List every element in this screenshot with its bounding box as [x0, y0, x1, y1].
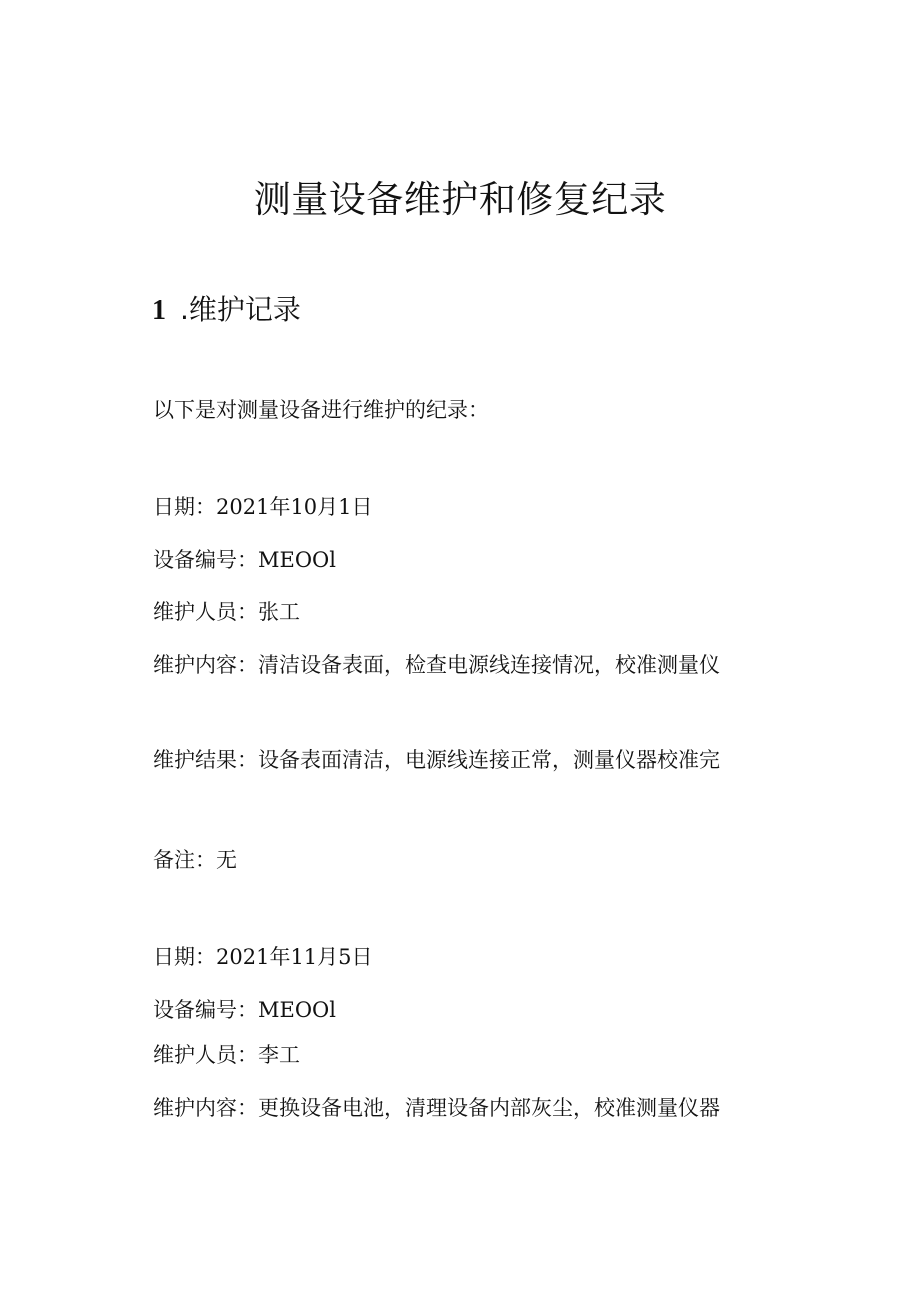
intro-text: 以下是对测量设备进行维护的纪录： — [153, 398, 489, 422]
record-personnel: 维护人员：张工 — [153, 600, 300, 624]
record-device-id: 设备编号：MEOOl — [153, 548, 336, 572]
record-content: 维护内容：清洁设备表面，检查电源线连接情况，校准测量仪 — [153, 653, 720, 677]
section-number: 1 — [152, 295, 166, 326]
record-content: 维护内容：更换设备电池，清理设备内部灰尘，校准测量仪器 — [153, 1096, 720, 1120]
section-heading — [152, 290, 301, 331]
page-title: 测量设备维护和修复纪录 — [253, 178, 667, 221]
record-device-id: 设备编号：MEOOl — [153, 998, 336, 1022]
record-result: 维护结果：设备表面清洁，电源线连接正常，测量仪器校准完 — [153, 748, 720, 772]
record-remark: 备注：无 — [153, 848, 237, 872]
record-date: 日期：2021年11月5日 — [153, 945, 373, 969]
record-date: 日期：2021年10月1日 — [153, 495, 373, 519]
section-title: .维护记录 — [180, 293, 301, 326]
record-personnel: 维护人员：李工 — [153, 1043, 300, 1067]
